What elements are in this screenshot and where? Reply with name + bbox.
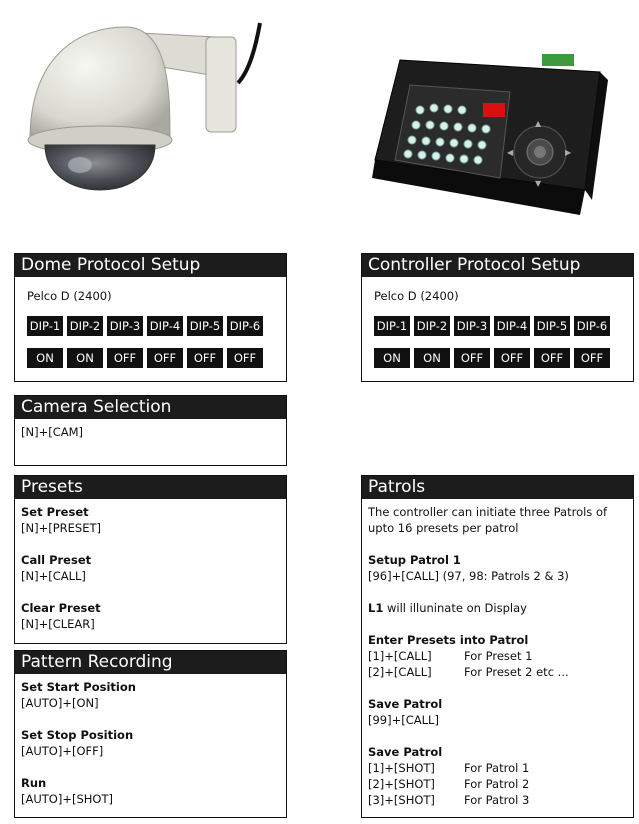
shot-desc: For Patrol 1: [464, 761, 530, 775]
dip-state: OFF: [146, 347, 184, 369]
run-command: [AUTO]+[SHOT]: [21, 792, 113, 806]
save-patrol-label: Save Patrol: [368, 697, 443, 711]
dip-state: OFF: [106, 347, 144, 369]
dip-state: OFF: [493, 347, 531, 369]
set-stop-position-label: Set Stop Position: [21, 728, 134, 742]
enter-preset-command: [1]+[CALL]: [368, 649, 432, 663]
dip-state: ON: [66, 347, 104, 369]
shot-row: [368, 776, 627, 792]
svg-text:▼: ▼: [535, 179, 542, 188]
l1-note-text: will illuninate on Display: [383, 601, 527, 615]
clear-preset-label: Clear Preset: [21, 601, 101, 615]
set-start-position-label: Set Start Position: [21, 680, 136, 694]
dip-label: DIP-2: [413, 315, 451, 337]
controller-dip-labels: [373, 315, 633, 337]
svg-text:◀: ◀: [507, 148, 514, 157]
dip-state: OFF: [533, 347, 571, 369]
presets-title: Presets: [15, 476, 286, 499]
enter-preset-desc: For Preset 1: [464, 649, 533, 663]
svg-text:▲: ▲: [535, 119, 542, 128]
pattern-recording-panel: [14, 650, 287, 818]
dip-label: DIP-6: [226, 315, 264, 337]
shot-row: [368, 792, 627, 808]
dome-protocol-setup-panel: [14, 253, 287, 382]
set-stop-position-command: [AUTO]+[OFF]: [21, 744, 104, 758]
dip-state: OFF: [453, 347, 491, 369]
dip-state: OFF: [186, 347, 224, 369]
clear-preset-command: [N]+[CLEAR]: [21, 617, 95, 631]
dip-label: DIP-6: [573, 315, 611, 337]
shot-row: [368, 760, 627, 776]
camera-selection-title: Camera Selection: [15, 396, 286, 419]
dome-camera-image: [20, 15, 270, 210]
enter-preset-row: [368, 648, 627, 664]
patrols-intro: The controller can initiate three Patrols of upto 16 presets per patrol: [368, 505, 608, 535]
shot-command: [2]+[SHOT]: [368, 777, 435, 791]
enter-preset-command: [2]+[CALL]: [368, 665, 432, 679]
dip-label: DIP-4: [146, 315, 184, 337]
dome-protocol-value: Pelco D (2400): [27, 289, 112, 303]
shot-command: [3]+[SHOT]: [368, 793, 435, 807]
patrols-title: Patrols: [362, 476, 633, 499]
save-patrol-command: [99]+[CALL]: [368, 713, 439, 727]
setup-patrol-label: Setup Patrol 1: [368, 553, 461, 567]
dome-dip-states: [26, 347, 286, 369]
l1-indicator: L1: [368, 601, 384, 615]
controller-keyboard-image: [370, 50, 615, 220]
camera-selection-command: [N]+[CAM]: [21, 425, 84, 439]
controller-protocol-setup-panel: [361, 253, 634, 382]
set-preset-command: [N]+[PRESET]: [21, 521, 101, 535]
dip-state: ON: [413, 347, 451, 369]
enter-preset-desc: For Preset 2 etc ...: [464, 665, 569, 679]
dome-dip-labels: [26, 315, 286, 337]
presets-panel: [14, 475, 287, 644]
dip-label: DIP-1: [26, 315, 64, 337]
l1-display-note: [368, 600, 627, 616]
run-patrol-label: Save Patrol: [368, 745, 443, 759]
dip-label: DIP-1: [373, 315, 411, 337]
dip-state: ON: [26, 347, 64, 369]
enter-presets-label: Enter Presets into Patrol: [368, 633, 529, 647]
dip-label: DIP-2: [66, 315, 104, 337]
dip-state: OFF: [226, 347, 264, 369]
camera-selection-panel: [14, 395, 287, 466]
call-preset-label: Call Preset: [21, 553, 92, 567]
dip-label: DIP-4: [493, 315, 531, 337]
call-preset-command: [N]+[CALL]: [21, 569, 86, 583]
dip-state: ON: [373, 347, 411, 369]
dip-label: DIP-5: [186, 315, 224, 337]
dip-label: DIP-5: [533, 315, 571, 337]
setup-patrol-command: [96]+[CALL] (97, 98: Patrols 2 & 3): [368, 569, 569, 583]
dip-state: OFF: [573, 347, 611, 369]
set-preset-label: Set Preset: [21, 505, 89, 519]
dip-label: DIP-3: [106, 315, 144, 337]
shot-command: [1]+[SHOT]: [368, 761, 435, 775]
controller-protocol-setup-title: Controller Protocol Setup: [362, 254, 633, 277]
pattern-recording-title: Pattern Recording: [15, 651, 286, 674]
set-start-position-command: [AUTO]+[ON]: [21, 696, 99, 710]
controller-dip-states: [373, 347, 633, 369]
shot-desc: For Patrol 2: [464, 777, 530, 791]
svg-text:▶: ▶: [565, 148, 572, 157]
dip-label: DIP-3: [453, 315, 491, 337]
controller-protocol-value: Pelco D (2400): [374, 289, 459, 303]
run-label: Run: [21, 776, 47, 790]
shot-desc: For Patrol 3: [464, 793, 530, 807]
dome-protocol-setup-title: Dome Protocol Setup: [15, 254, 286, 277]
patrols-panel: [361, 475, 634, 818]
enter-preset-row: [368, 664, 627, 680]
